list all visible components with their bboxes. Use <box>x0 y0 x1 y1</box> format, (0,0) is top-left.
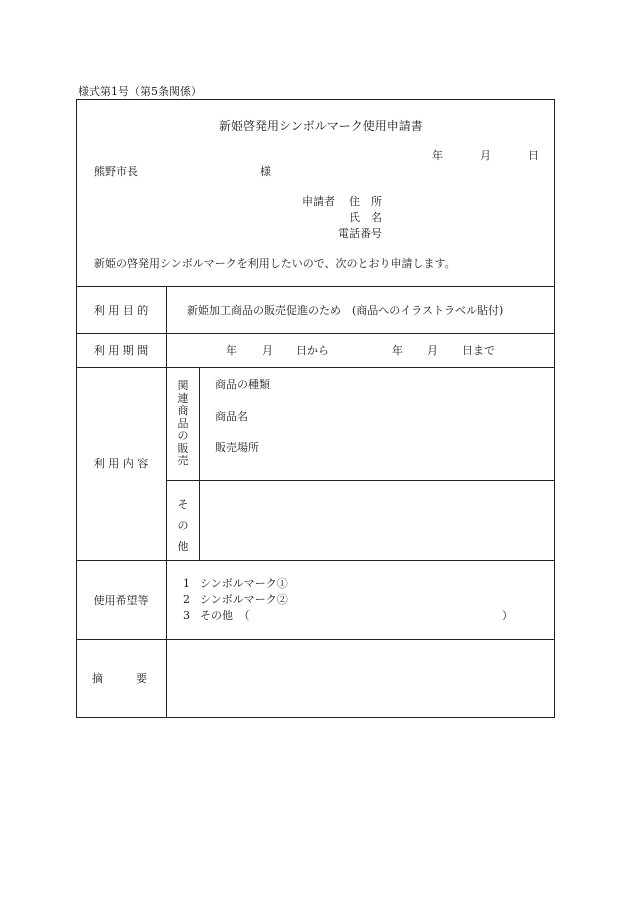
related-sales-label: 関連商品の販売 <box>177 379 189 467</box>
application-form <box>76 99 555 718</box>
label-column-divider <box>166 286 167 718</box>
option-2-label: シンボルマーク② <box>200 593 288 606</box>
divider-purpose <box>76 333 555 334</box>
purpose-value: 新姫加工商品の販売促進のため (商品へのイラストラベル貼付) <box>187 304 504 317</box>
period-start-month: 月 <box>262 344 273 357</box>
date-month: 月 <box>480 149 491 162</box>
sub-label-column-divider <box>199 367 200 560</box>
divider-content <box>76 560 555 561</box>
divider-period <box>76 367 555 368</box>
purpose-label: 利 用 目 的 <box>93 304 149 317</box>
product-name-label: 商品名 <box>215 410 248 423</box>
application-statement: 新姫の啓発用シンボルマークを利用したいので、次のとおり申請します。 <box>94 257 456 270</box>
period-end-day: 日まで <box>462 344 495 357</box>
remarks-label: 摘 要 <box>92 672 147 685</box>
option-3-label: その他 （ <box>200 609 250 622</box>
period-start-day: 日から <box>296 344 329 357</box>
period-label: 利 用 期 間 <box>93 344 149 357</box>
option-1-number: 1 <box>183 577 190 590</box>
honorific: 様 <box>260 165 271 178</box>
sales-location-label: 販売場所 <box>215 441 259 454</box>
option-3-number: 3 <box>183 609 190 622</box>
period-end-year: 年 <box>392 344 403 357</box>
addressee: 熊野市長 <box>94 165 138 178</box>
form-number-label: 様式第1号（第5条関係） <box>78 85 202 98</box>
form-title: 新姫啓発用シンボルマーク使用申請書 <box>219 119 423 133</box>
remarks-field[interactable] <box>168 641 553 716</box>
product-type-label: 商品の種類 <box>215 378 270 391</box>
period-start-year: 年 <box>226 344 237 357</box>
desired-use-label: 使用希望等 <box>93 594 149 607</box>
option-3-close: ） <box>502 609 513 622</box>
phone-label: 電話番号 <box>338 227 382 240</box>
option-2-number: 2 <box>183 593 190 606</box>
period-end-month: 月 <box>427 344 438 357</box>
divider-desired-use <box>76 639 555 640</box>
date-day: 日 <box>528 149 539 162</box>
address-label: 住 所 <box>349 195 382 208</box>
option-1-label: シンボルマーク① <box>200 577 288 590</box>
name-label: 氏 名 <box>349 211 382 224</box>
other-label: その他 <box>177 498 189 553</box>
divider-content-inner <box>167 480 555 481</box>
date-year: 年 <box>432 149 443 162</box>
content-label: 利 用 内 容 <box>93 457 149 470</box>
divider-header <box>76 286 555 287</box>
applicant-label: 申請者 <box>302 195 335 208</box>
